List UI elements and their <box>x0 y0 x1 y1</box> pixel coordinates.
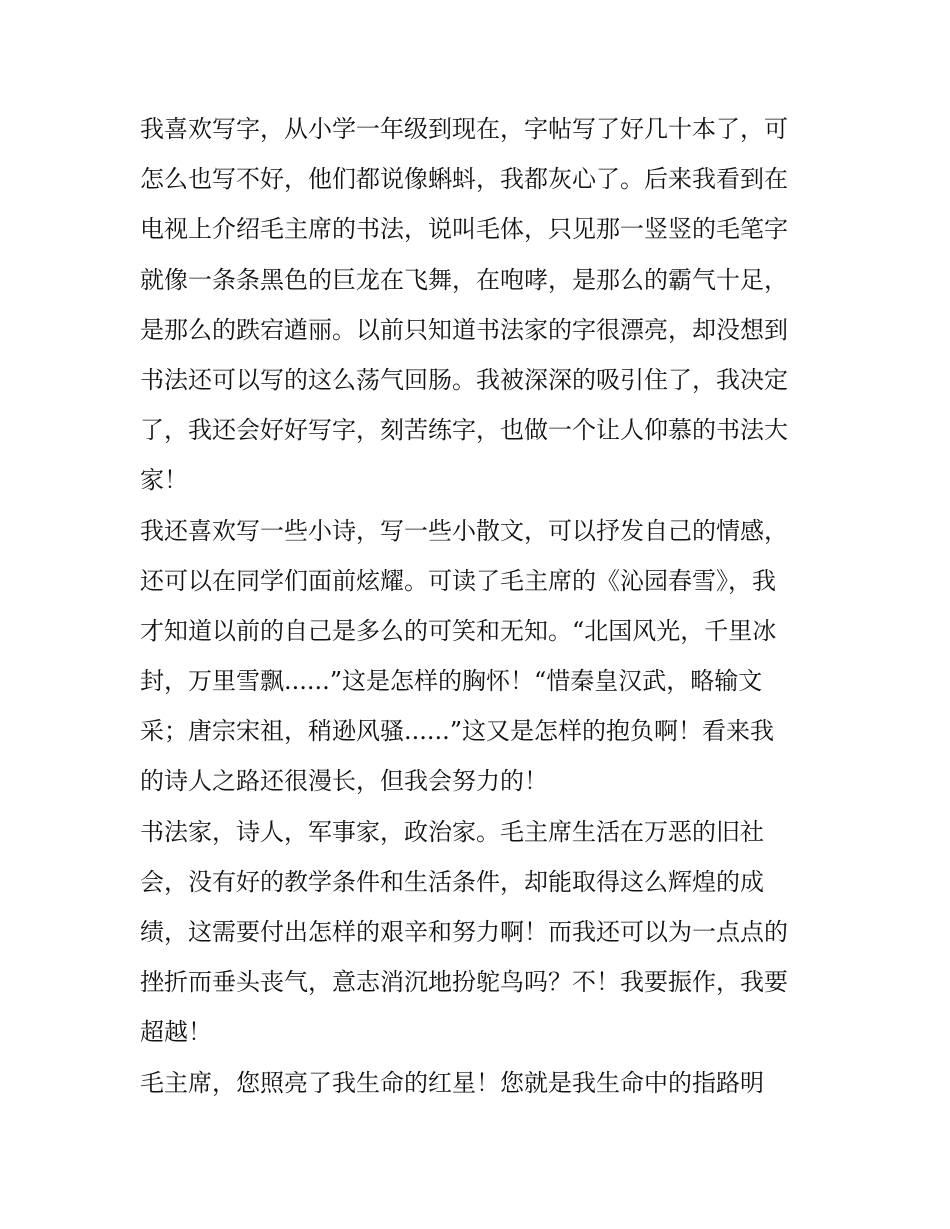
text-line: 才知道以前的自己是多么的可笑和无知。“北国风光，千里冰 <box>140 616 777 645</box>
text-line: 的诗人之路还很漫长，但我会努力的！ <box>140 767 548 796</box>
essay-body <box>140 104 820 1108</box>
text-line: 封，万里雪飘......”这是怎样的胸怀！“惜秦皇汉武，略输文 <box>140 667 763 696</box>
text-line: 会，没有好的教学条件和生活条件，却能取得这么辉煌的成 <box>140 867 764 896</box>
text-line: 我喜欢写字，从小学一年级到现在，字帖写了好几十本了，可 <box>140 115 788 143</box>
text-line: 书法还可以写的这么荡气回肠。我被深深的吸引住了，我决定 <box>140 365 788 394</box>
text-line: 了，我还会好好写字，刻苦练字，也做一个让人仰慕的书法大 <box>140 416 788 445</box>
text-line: 挫折而垂头丧气，意志消沉地扮鸵鸟吗？不！我要振作，我要 <box>140 968 788 997</box>
text-line: 怎么也写不好，他们都说像蝌蚪，我都灰心了。后来我看到在 <box>140 165 788 194</box>
text-line: 还可以在同学们面前炫耀。可读了毛主席的《沁园春雪》，我 <box>140 566 776 595</box>
text-line: 毛主席，您照亮了我生命的红星！您就是我生命中的指路明 <box>140 1068 764 1097</box>
text-line: 书法家，诗人，军事家，政治家。毛主席生活在万恶的旧社 <box>140 817 764 846</box>
text-line: 就像一条条黑色的巨龙在飞舞，在咆哮，是那么的霸气十足， <box>140 265 788 294</box>
text-line: 家！ <box>140 466 188 495</box>
text-line: 电视上介绍毛主席的书法，说叫毛体，只见那一竖竖的毛笔字 <box>140 215 788 244</box>
text-line: 绩，这需要付出怎样的艰辛和努力啊！而我还可以为一点点的 <box>140 918 788 946</box>
text-line: 是那么的跌宕遒丽。以前只知道书法家的字很漂亮，却没想到 <box>140 315 788 344</box>
text-line: 超越！ <box>140 1018 212 1047</box>
text-line: 我还喜欢写一些小诗，写一些小散文，可以抒发自己的情感， <box>140 516 788 545</box>
text-line: 采；唐宗宋祖，稍逊风骚......”这又是怎样的抱负啊！看来我 <box>140 717 775 746</box>
